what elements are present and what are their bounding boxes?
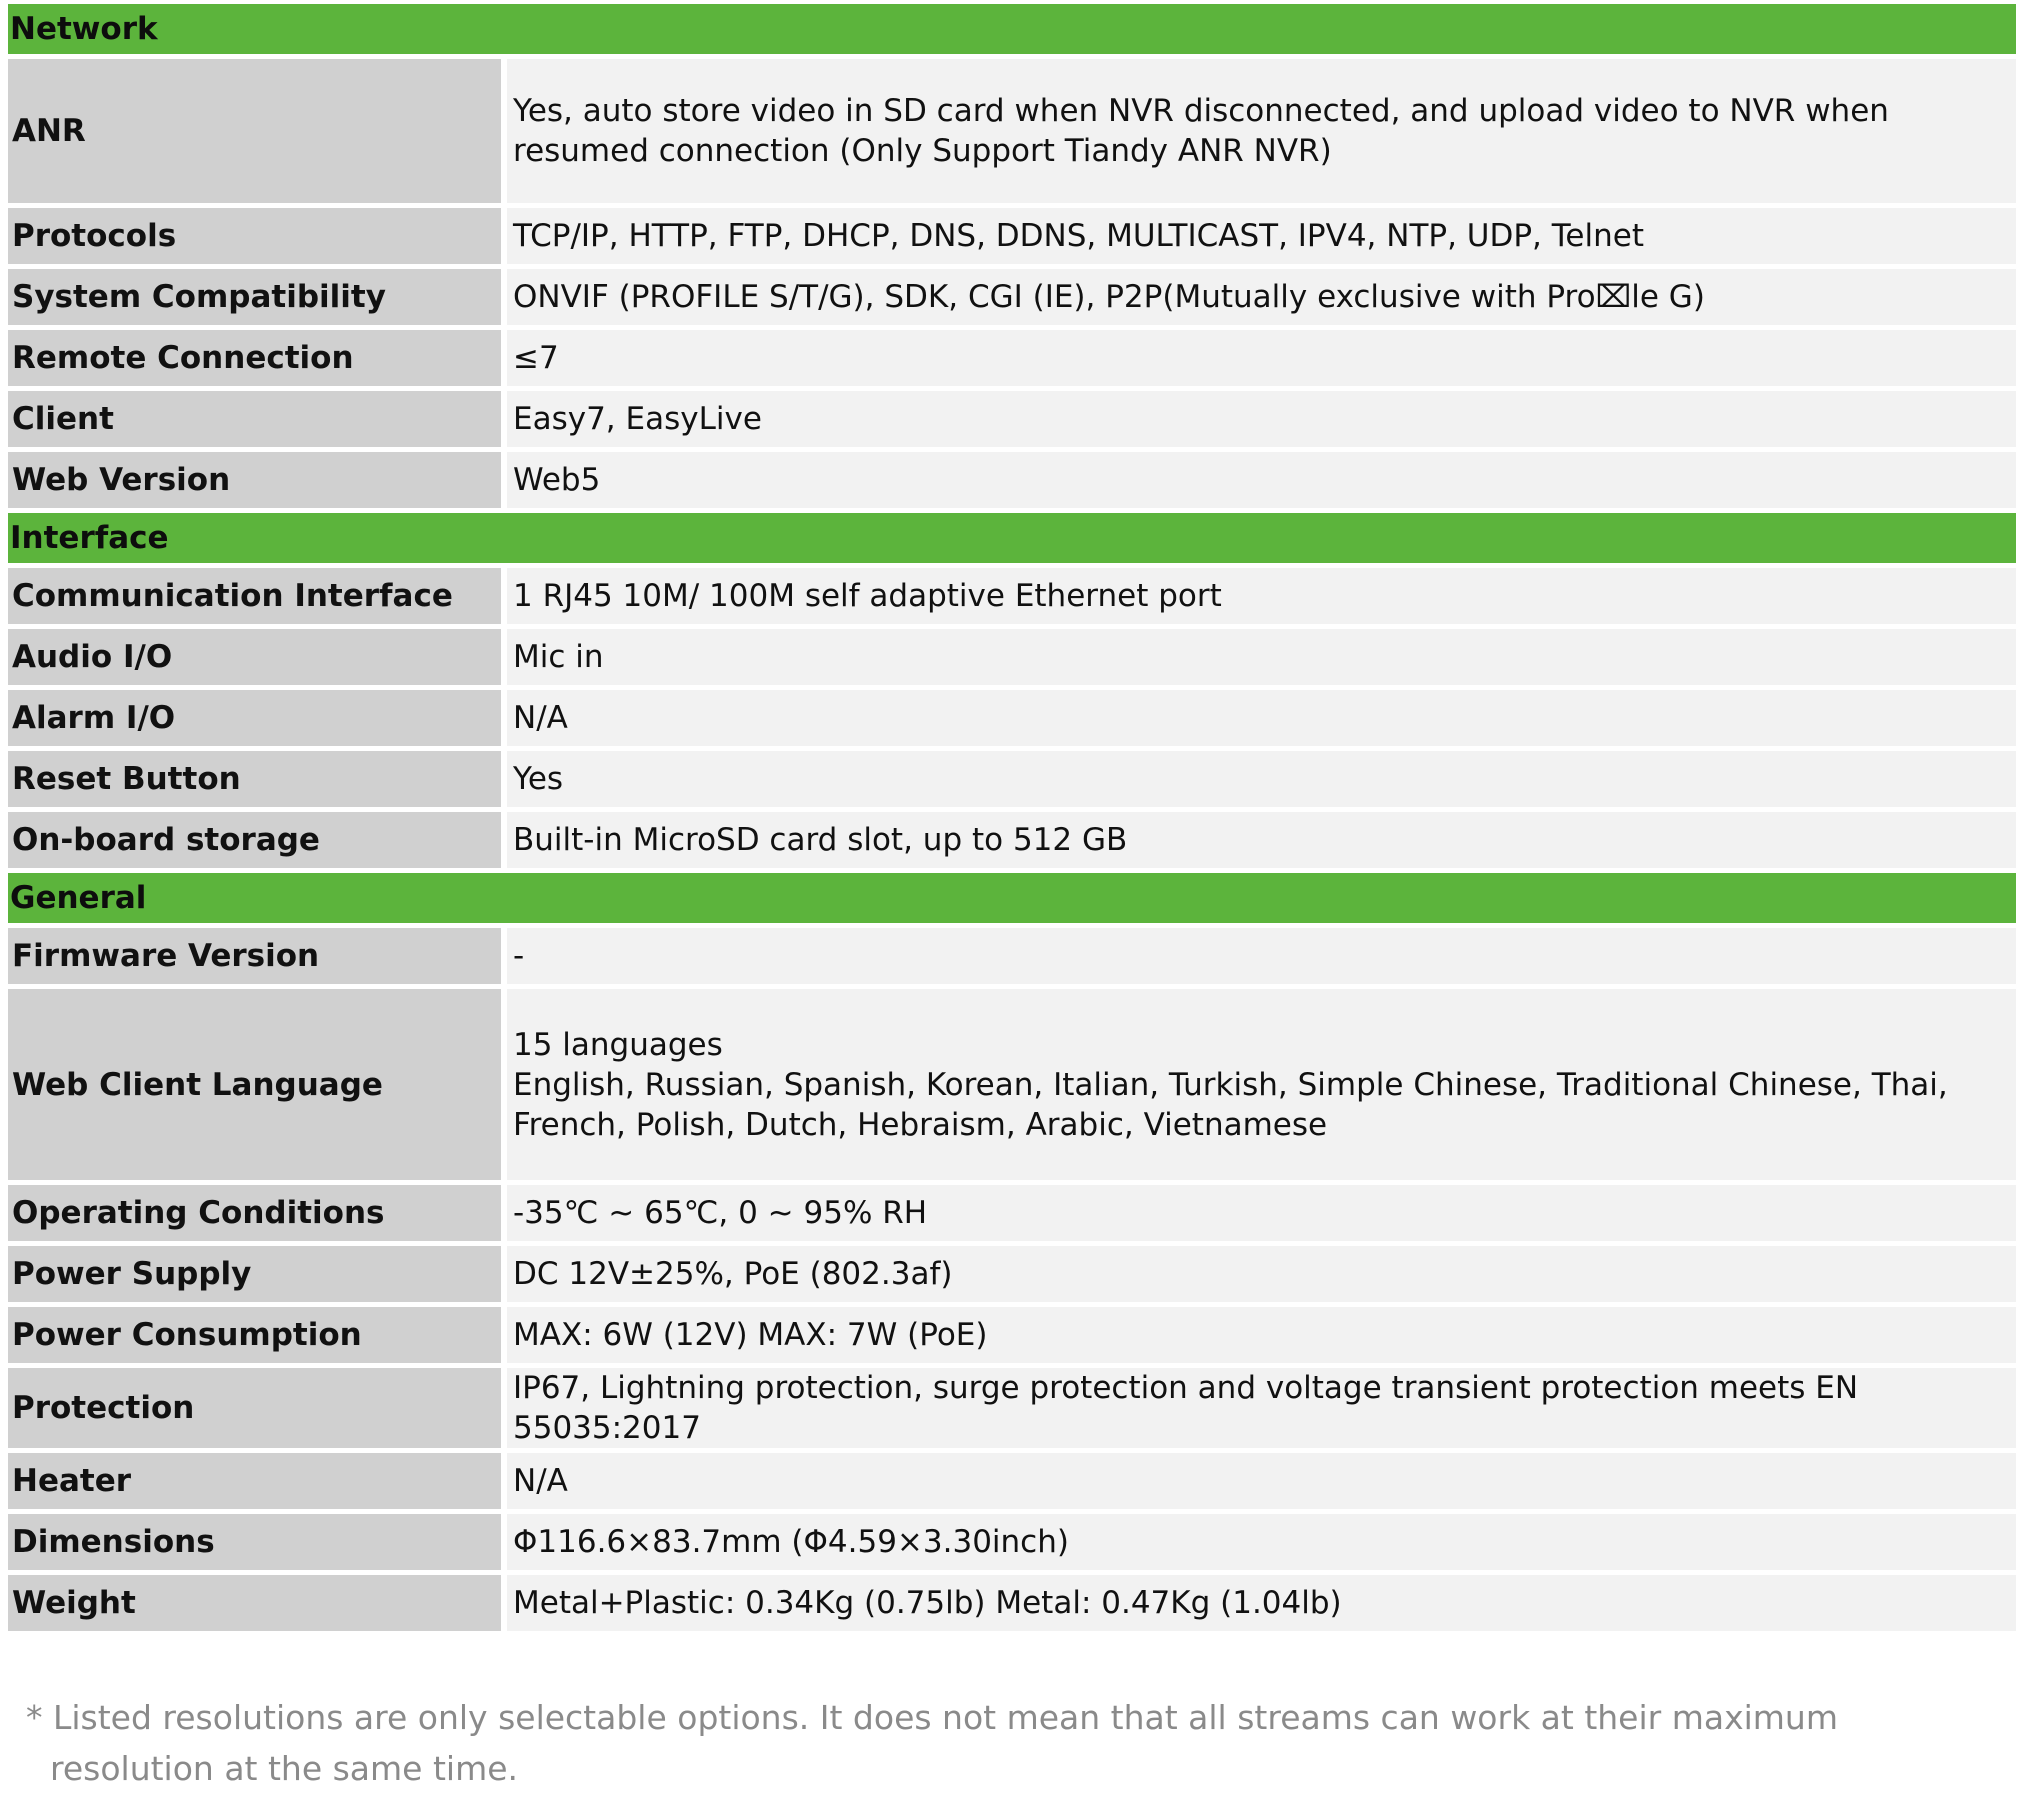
footnote: * Listed resolutions are only selectable options. It does not mean that all streams can work at their maximum resolution at the same time. (26, 1698, 1838, 1788)
spec-row-client (8, 391, 2016, 452)
spec-value: 1 RJ45 10M/ 100M self adaptive Ethernet port (507, 568, 2016, 629)
spec-label: Remote Connection (8, 330, 507, 391)
spec-table (8, 4, 2016, 1636)
spec-value: Φ116.6×83.7mm (Φ4.59×3.30inch) (507, 1514, 2016, 1575)
spec-row-protocols (8, 208, 2016, 269)
spec-label: Power Supply (8, 1246, 507, 1307)
spec-label: Communication Interface (8, 568, 507, 629)
spec-label: Weight (8, 1575, 507, 1636)
spec-value: IP67, Lightning protection, surge protection and voltage transient protection meets EN 55035:2017 (507, 1368, 2016, 1453)
spec-row-web-version (8, 452, 2016, 513)
spec-row-on-board-storage (8, 812, 2016, 873)
section-header-general (8, 873, 2016, 928)
spec-label: Power Consumption (8, 1307, 507, 1368)
section-header-interface (8, 513, 2016, 568)
spec-value: Mic in (507, 629, 2016, 690)
spec-row-system-compatibility (8, 269, 2016, 330)
spec-row-anr (8, 59, 2016, 208)
spec-value: -35℃ ~ 65℃, 0 ~ 95% RH (507, 1185, 2016, 1246)
spec-row-web-client-language (8, 989, 2016, 1185)
spec-label: Protocols (8, 208, 507, 269)
spec-sheet (8, 4, 2016, 1636)
section-title: General (8, 873, 2016, 928)
spec-row-reset-button (8, 751, 2016, 812)
spec-label: Reset Button (8, 751, 507, 812)
spec-label: Client (8, 391, 507, 452)
spec-label: Heater (8, 1453, 507, 1514)
spec-value: Metal+Plastic: 0.34Kg (0.75lb) Metal: 0.47Kg (1.04lb) (507, 1575, 2016, 1636)
spec-row-power-supply (8, 1246, 2016, 1307)
spec-value: Built-in MicroSD card slot, up to 512 GB (507, 812, 2016, 873)
spec-row-communication-interface (8, 568, 2016, 629)
spec-row-dimensions (8, 1514, 2016, 1575)
spec-label: Firmware Version (8, 928, 507, 989)
spec-row-firmware-version (8, 928, 2016, 989)
section-title: Interface (8, 513, 2016, 568)
spec-label: Web Client Language (8, 989, 507, 1185)
spec-row-remote-connection (8, 330, 2016, 391)
spec-value: TCP/IP, HTTP, FTP, DHCP, DNS, DDNS, MULTICAST, IPV4, NTP, UDP, Telnet (507, 208, 2016, 269)
spec-label: On-board storage (8, 812, 507, 873)
spec-label: System Compatibility (8, 269, 507, 330)
spec-value: MAX: 6W (12V) MAX: 7W (PoE) (507, 1307, 2016, 1368)
section-header-network (8, 4, 2016, 59)
spec-value: 15 languages English, Russian, Spanish, Korean, Italian, Turkish, Simple Chinese, Traditional Chinese, Thai, French, Polish, Dutch, Hebraism, Arabic, Vietnamese (507, 989, 2016, 1185)
spec-label: Web Version (8, 452, 507, 513)
spec-value: ONVIF (PROFILE S/T/G), SDK, CGI (IE), P2P(Mutually exclusive with Pro⌧le G) (507, 269, 2016, 330)
spec-label: Operating Conditions (8, 1185, 507, 1246)
spec-value: Yes (507, 751, 2016, 812)
spec-value: N/A (507, 690, 2016, 751)
spec-label: Dimensions (8, 1514, 507, 1575)
spec-row-alarm-i-o (8, 690, 2016, 751)
spec-table-body (8, 4, 2016, 1636)
spec-value: Yes, auto store video in SD card when NVR disconnected, and upload video to NVR when resumed connection (Only Support Tiandy ANR NVR) (507, 59, 2016, 208)
spec-label: ANR (8, 59, 507, 208)
spec-row-operating-conditions (8, 1185, 2016, 1246)
spec-row-protection (8, 1368, 2016, 1453)
spec-row-heater (8, 1453, 2016, 1514)
spec-label: Audio I/O (8, 629, 507, 690)
spec-value: ≤7 (507, 330, 2016, 391)
spec-value: DC 12V±25%, PoE (802.3af) (507, 1246, 2016, 1307)
spec-value: Easy7, EasyLive (507, 391, 2016, 452)
spec-row-weight (8, 1575, 2016, 1636)
spec-value: - (507, 928, 2016, 989)
spec-row-power-consumption (8, 1307, 2016, 1368)
spec-row-audio-i-o (8, 629, 2016, 690)
spec-value: N/A (507, 1453, 2016, 1514)
section-title: Network (8, 4, 2016, 59)
spec-label: Protection (8, 1368, 507, 1453)
spec-value: Web5 (507, 452, 2016, 513)
spec-label: Alarm I/O (8, 690, 507, 751)
